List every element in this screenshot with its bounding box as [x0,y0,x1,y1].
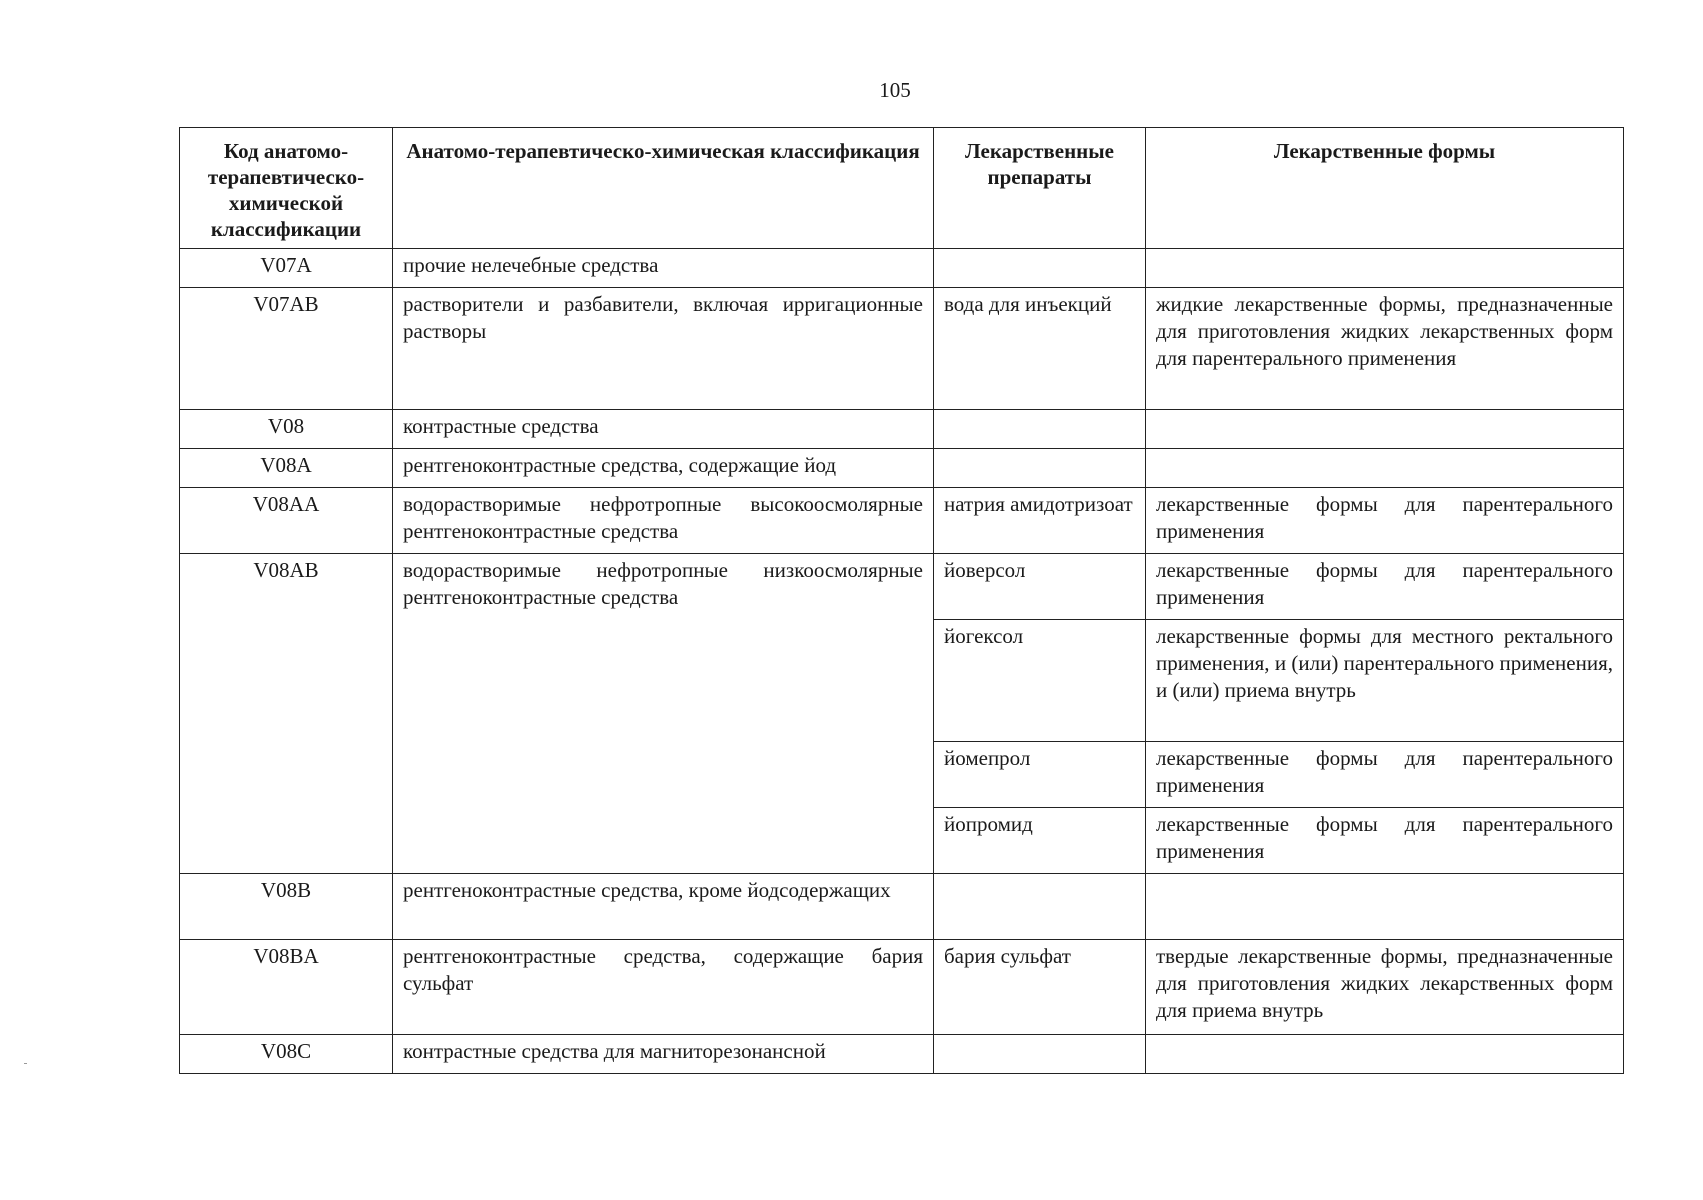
atc-code: V08 [180,410,393,449]
dosage-form [1146,249,1624,288]
atc-code: V08A [180,449,393,488]
dosage-form [1146,1035,1624,1074]
table-row [180,410,1624,449]
dosage-form: лекарственные формы для местного ректального применения, и (или) парентерального применения, и (или) приема внутрь [1146,620,1624,742]
table-row [180,940,1624,1035]
dosage-form: лекарственные формы для парентерального применения [1146,808,1624,874]
drug-name [934,249,1146,288]
drug-name [934,410,1146,449]
dosage-form: лекарственные формы для парентерального применения [1146,554,1624,620]
atc-code: V07AB [180,288,393,410]
header-code: Код анатомо-терапевтическо-химической классификации [180,128,393,249]
atc-code: V07A [180,249,393,288]
atc-classification-table [179,127,1624,1074]
atc-classification: водорастворимые нефротропные высокоосмолярные рентгеноконтрастные средства [393,488,934,554]
table-row [180,249,1624,288]
atc-code: V08B [180,874,393,940]
drug-name: натрия амидотризоат [934,488,1146,554]
drug-name: йогексол [934,620,1146,742]
drug-name [934,1035,1146,1074]
atc-code: V08BA [180,940,393,1035]
atc-classification: растворители и разбавители, включая ирригационные растворы [393,288,934,410]
page-number: 105 [879,78,911,102]
drug-name [934,449,1146,488]
atc-code: V08AB [180,554,393,874]
table-header-row [180,128,1624,249]
atc-classification: прочие нелечебные средства [393,249,934,288]
dosage-form: твердые лекарственные формы, предназначенные для приготовления жидких лекарственных форм для приема внутрь [1146,940,1624,1035]
atc-code: V08C [180,1035,393,1074]
atc-classification: рентгеноконтрастные средства, кроме йодсодержащих [393,874,934,940]
table-row [180,288,1624,410]
scan-speck [24,1063,27,1064]
drug-name: йопромид [934,808,1146,874]
table-row [180,1035,1624,1074]
dosage-form: лекарственные формы для парентерального применения [1146,742,1624,808]
atc-classification: рентгеноконтрастные средства, содержащие йод [393,449,934,488]
table-row [180,554,1624,620]
header-drugs: Лекарственные препараты [934,128,1146,249]
table-row [180,449,1624,488]
atc-code: V08AA [180,488,393,554]
header-forms: Лекарственные формы [1146,128,1624,249]
table-row [180,488,1624,554]
dosage-form [1146,874,1624,940]
atc-classification: контрастные средства для магниторезонансной [393,1035,934,1074]
atc-classification: контрастные средства [393,410,934,449]
drug-name: вода для инъекций [934,288,1146,410]
dosage-form: лекарственные формы для парентерального применения [1146,488,1624,554]
drug-name: бария сульфат [934,940,1146,1035]
header-classification: Анатомо-терапевтическо-химическая классификация [393,128,934,249]
table-row [180,874,1624,940]
drug-name: йомепрол [934,742,1146,808]
dosage-form: жидкие лекарственные формы, предназначенные для приготовления жидких лекарственных форм для парентерального применения [1146,288,1624,410]
atc-classification: рентгеноконтрастные средства, содержащие бария сульфат [393,940,934,1035]
dosage-form [1146,410,1624,449]
drug-name [934,874,1146,940]
atc-classification: водорастворимые нефротропные низкоосмолярные рентгеноконтрастные средства [393,554,934,874]
dosage-form [1146,449,1624,488]
drug-name: йоверсол [934,554,1146,620]
